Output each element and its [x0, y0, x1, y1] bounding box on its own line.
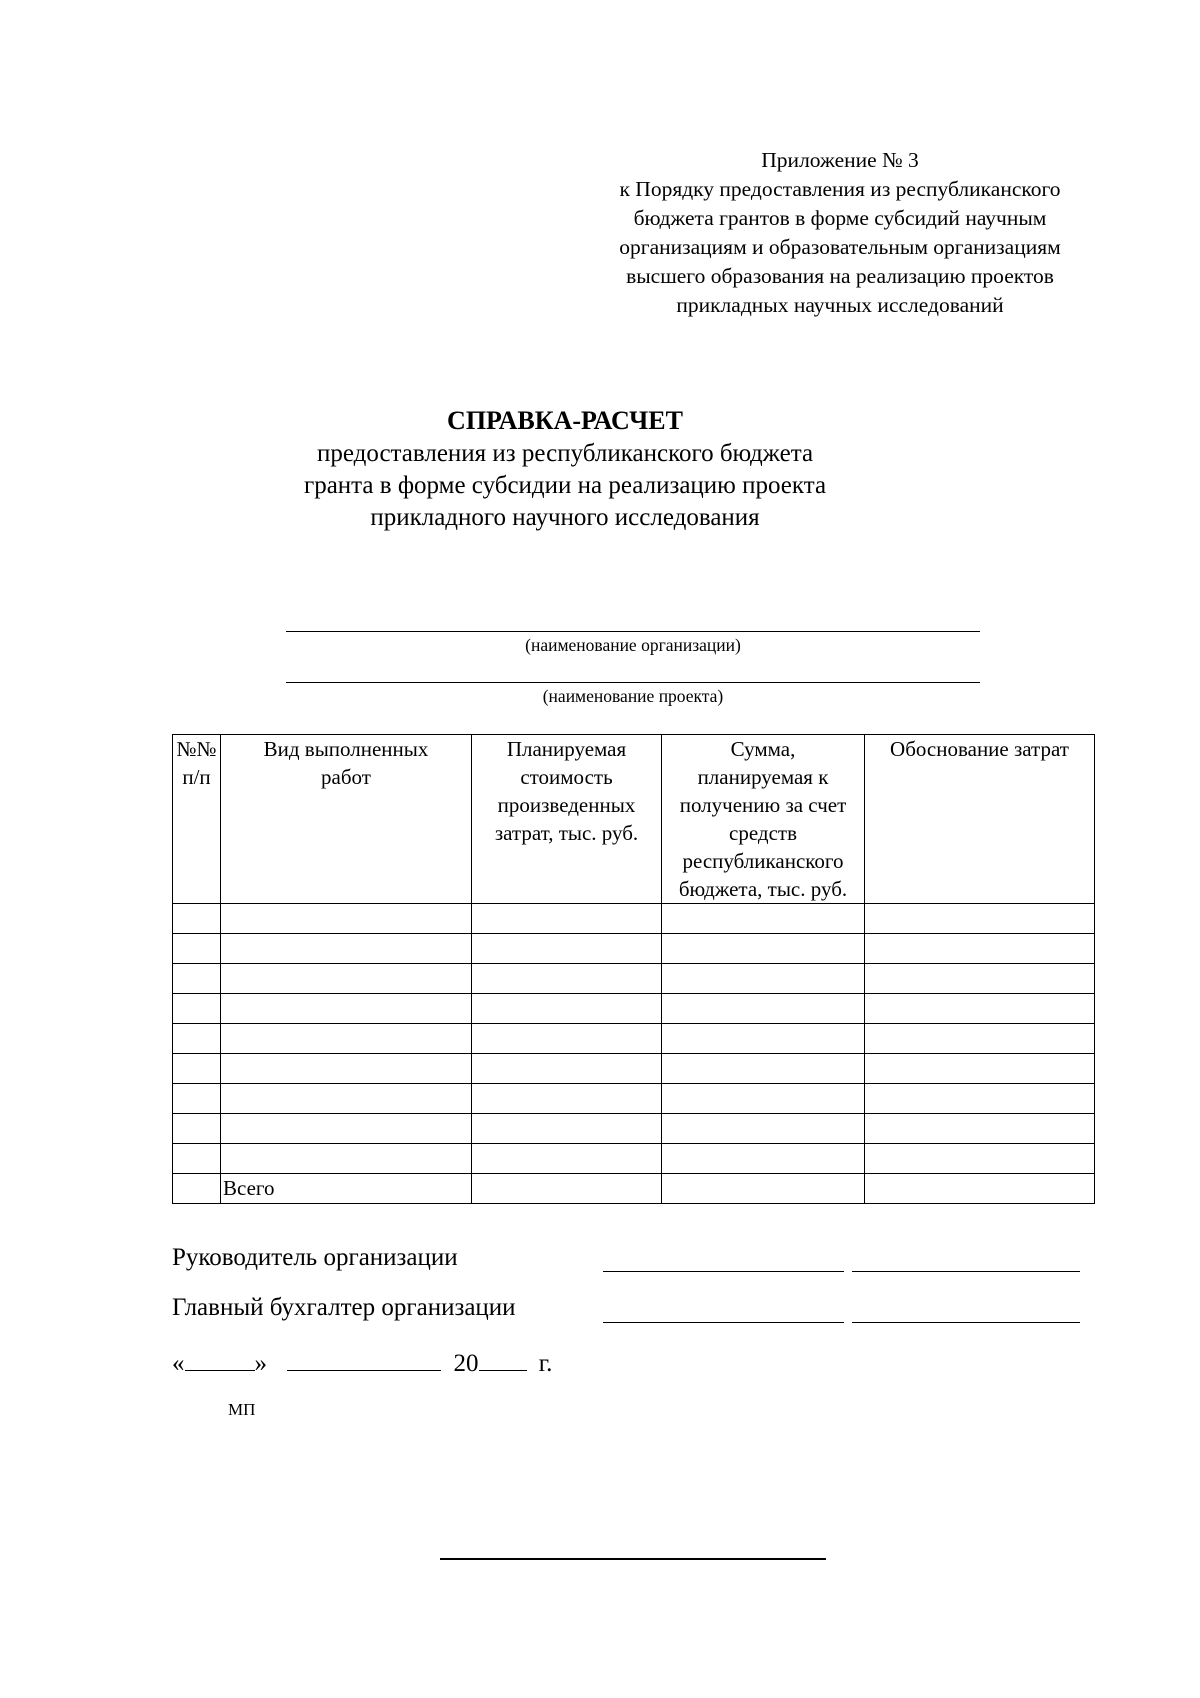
table-cell[interactable]: [472, 1054, 662, 1084]
accountant-signature-label: Главный бухгалтер организации: [172, 1294, 516, 1321]
table-cell[interactable]: [173, 1114, 221, 1144]
table-cell[interactable]: [865, 964, 1095, 994]
table-cell[interactable]: [221, 1144, 472, 1174]
table-cell[interactable]: [662, 1024, 865, 1054]
project-name-field[interactable]: [286, 682, 980, 683]
table-cell[interactable]: [865, 934, 1095, 964]
date-line: « » 20 г.: [172, 1346, 552, 1379]
footer-separator: [440, 1558, 826, 1560]
table-cell[interactable]: [221, 1084, 472, 1114]
day-field[interactable]: [185, 1346, 255, 1371]
table-cell[interactable]: [173, 1174, 221, 1204]
organization-caption: (наименование организации): [525, 635, 741, 655]
document-subtitle-line: предоставления из республиканского бюджета: [316, 440, 814, 467]
document-title: СПРАВКА-РАСЧЕТ: [447, 406, 683, 435]
table-cell[interactable]: [662, 934, 865, 964]
header-justification: Обоснование затрат: [865, 735, 1095, 904]
head-signature-field[interactable]: [603, 1271, 844, 1272]
table-cell[interactable]: [865, 904, 1095, 934]
project-caption: (наименование проекта): [542, 686, 724, 706]
table-cell[interactable]: [221, 934, 472, 964]
appendix-line: организациям и образовательным организациям: [619, 235, 1061, 259]
table-cell[interactable]: [221, 1024, 472, 1054]
document-subtitle-line: гранта в форме субсидии на реализацию проекта: [303, 472, 827, 499]
table-total-row: [173, 1174, 1095, 1204]
appendix-line: высшего образования на реализацию проектов: [626, 264, 1054, 288]
table-cell[interactable]: [472, 1174, 662, 1204]
header-budget-sum: Сумма, планируемая к получению за счет средств республиканского бюджета, тыс. руб.: [662, 735, 865, 904]
table-cell[interactable]: [865, 1024, 1095, 1054]
table-cell[interactable]: [472, 934, 662, 964]
appendix-line: прикладных научных исследований: [676, 293, 1004, 317]
accountant-name-field[interactable]: [852, 1322, 1080, 1323]
table-cell[interactable]: [221, 994, 472, 1024]
table-cell[interactable]: [221, 964, 472, 994]
table-row: [173, 1144, 1095, 1174]
document-subtitle-line: прикладного научного исследования: [370, 504, 760, 531]
table-cell[interactable]: [173, 934, 221, 964]
accountant-signature-field[interactable]: [603, 1322, 844, 1323]
table-cell[interactable]: [173, 964, 221, 994]
table-cell[interactable]: [472, 904, 662, 934]
title-block: [250, 404, 880, 534]
appendix-line: бюджета грантов в форме субсидий научным: [633, 206, 1047, 230]
table-row: [173, 934, 1095, 964]
table-cell[interactable]: [472, 964, 662, 994]
table-cell[interactable]: [662, 964, 865, 994]
table-cell[interactable]: [865, 1054, 1095, 1084]
table-cell[interactable]: [865, 1144, 1095, 1174]
table-row: [173, 904, 1095, 934]
total-label: Всего: [221, 1174, 472, 1204]
head-signature-label: Руководитель организации: [172, 1244, 458, 1271]
year-field[interactable]: [479, 1346, 527, 1371]
table-row: [173, 964, 1095, 994]
table-row: [173, 1024, 1095, 1054]
month-field[interactable]: [287, 1346, 441, 1371]
table-cell[interactable]: [472, 994, 662, 1024]
table-cell[interactable]: [662, 1144, 865, 1174]
table-row: [173, 1114, 1095, 1144]
organization-name-field[interactable]: [286, 631, 980, 632]
header-work-type: Вид выполненных работ: [221, 735, 472, 904]
appendix-line: к Порядку предоставления из республиканского: [619, 177, 1061, 201]
table-cell[interactable]: [173, 1024, 221, 1054]
table-cell[interactable]: [173, 1144, 221, 1174]
table-cell[interactable]: [472, 1024, 662, 1054]
table-row: [173, 1084, 1095, 1114]
table-header-row: [173, 735, 1095, 904]
table-cell[interactable]: [662, 1174, 865, 1204]
table-cell[interactable]: [662, 994, 865, 1024]
table-cell[interactable]: [865, 1084, 1095, 1114]
table-cell[interactable]: [173, 904, 221, 934]
table-row: [173, 1054, 1095, 1084]
table-cell[interactable]: [865, 1174, 1095, 1204]
table-cell[interactable]: [173, 1054, 221, 1084]
table-cell[interactable]: [173, 994, 221, 1024]
table-cell[interactable]: [221, 1114, 472, 1144]
table-cell[interactable]: [472, 1114, 662, 1144]
head-name-field[interactable]: [852, 1271, 1080, 1272]
table-cell[interactable]: [221, 1054, 472, 1084]
table-cell[interactable]: [221, 904, 472, 934]
table-cell[interactable]: [472, 1144, 662, 1174]
appendix-block: [560, 146, 1120, 320]
table-cell[interactable]: [662, 1114, 865, 1144]
table-cell[interactable]: [173, 1084, 221, 1114]
appendix-line: Приложение № 3: [761, 148, 919, 172]
table-cell[interactable]: [472, 1084, 662, 1114]
stamp-place-label: МП: [228, 1400, 256, 1419]
table-cell[interactable]: [662, 1084, 865, 1114]
table-cell[interactable]: [662, 904, 865, 934]
cost-table: [172, 734, 1095, 1204]
table-cell[interactable]: [865, 994, 1095, 1024]
table-row: [173, 994, 1095, 1024]
header-planned-cost: Планируемая стоимость произведенных затрат, тыс. руб.: [472, 735, 662, 904]
header-number: №№ п/п: [173, 735, 221, 904]
table-cell[interactable]: [865, 1114, 1095, 1144]
table-cell[interactable]: [662, 1054, 865, 1084]
